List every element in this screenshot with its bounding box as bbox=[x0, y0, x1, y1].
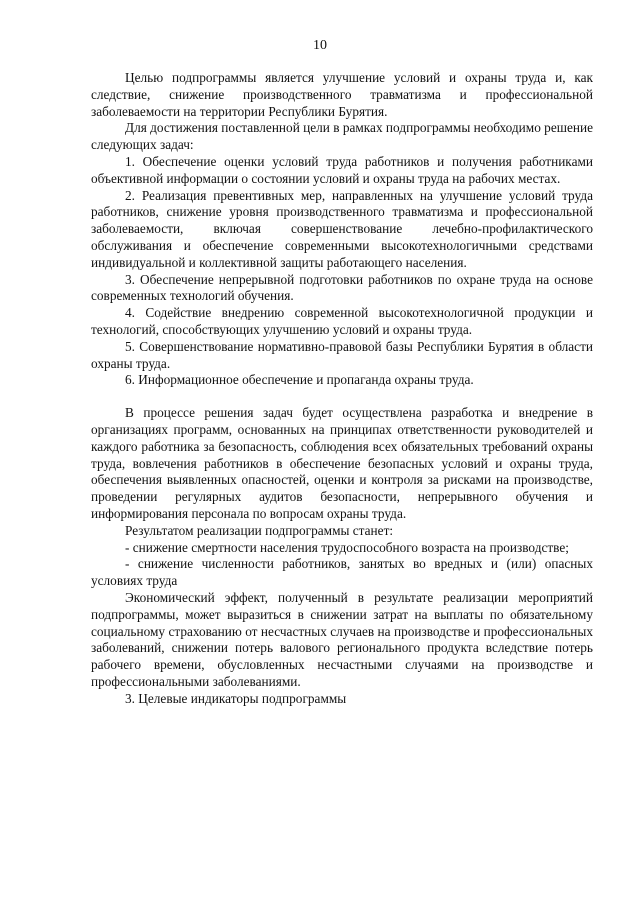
document-body bbox=[91, 70, 593, 707]
task-item-6: 6. Информационное обеспечение и пропаганда охраны труда. bbox=[125, 372, 474, 388]
section-heading: 3. Целевые индикаторы подпрограммы bbox=[125, 690, 347, 706]
paragraph-tasks-intro: Для достижения поставленной цели в рамках подпрограммы необходимо решение следующих задач: bbox=[91, 120, 594, 153]
task-item-5: 5. Совершенствование нормативно-правовой базы Республики Бурятия в области охраны труда. bbox=[91, 338, 593, 371]
result-item-2: - снижение численности работников, занятых во вредных и (или) опасных условиях труда bbox=[91, 556, 593, 589]
paragraph-goal: Целью подпрограммы является улучшение условий и охраны труда и, как следствие, снижение производственного травматизма и профессиональной заболеваемости на территории Республики Бурятия. bbox=[91, 70, 593, 119]
task-item-4: 4. Содействие внедрению современной высокотехнологичной продукции и технологий, способствующих улучшению условий и охраны труда. bbox=[91, 305, 593, 337]
paragraph-results-intro: Результатом реализации подпрограммы станет: bbox=[125, 522, 394, 538]
task-item-2: 2. Реализация превентивных мер, направленных на улучшение условий труда работников, снижение уровня производственного травматизма и профессиональной заболеваемости, включая совершенствование лечебно-профилактического обслуживания и обеспечение современными высокотехнологичными средствами индивидуальной и коллективной защиты работающего населения. bbox=[91, 187, 593, 270]
paragraph-economic-effect: Экономический эффект, полученный в результате реализации мероприятий подпрограммы, может выразиться в снижении затрат на выплаты по обязательному социальному страхованию от несчастных случаев на производстве и профессиональных заболеваний, снижении потерь валового регионального продукта вследствие потерь рабочего времени, обусловленных несчастными случаями на производстве и профессиональными заболеваниями. bbox=[91, 589, 593, 689]
page-number: 10 bbox=[313, 38, 327, 53]
task-item-3: 3. Обеспечение непрерывной подготовки работников по охране труда на основе современных технологий обучения. bbox=[91, 271, 593, 304]
paragraph-implementation: В процессе решения задач будет осуществлена разработка и внедрение в организациях программ, основанных на принципах ответственности руководителей и каждого работника за безопасность, соблюдения всех обязательных требований охраны труда, вовлечения работников в обеспечение безопасных условий и охраны труда, обеспечения выявленных опасностей, оценки и контроля за рисками на производстве, проведении регулярных аудитов безопасности, непрерывного обучения и информирования персонала по вопросам охраны труда. bbox=[91, 405, 593, 521]
task-item-1: 1. Обеспечение оценки условий труда работников и получения работниками объективной информации о состоянии условий и охраны труда на рабочих местах. bbox=[91, 153, 593, 186]
result-item-1: - снижение смертности населения трудоспособного возраста на производстве; bbox=[125, 539, 569, 555]
